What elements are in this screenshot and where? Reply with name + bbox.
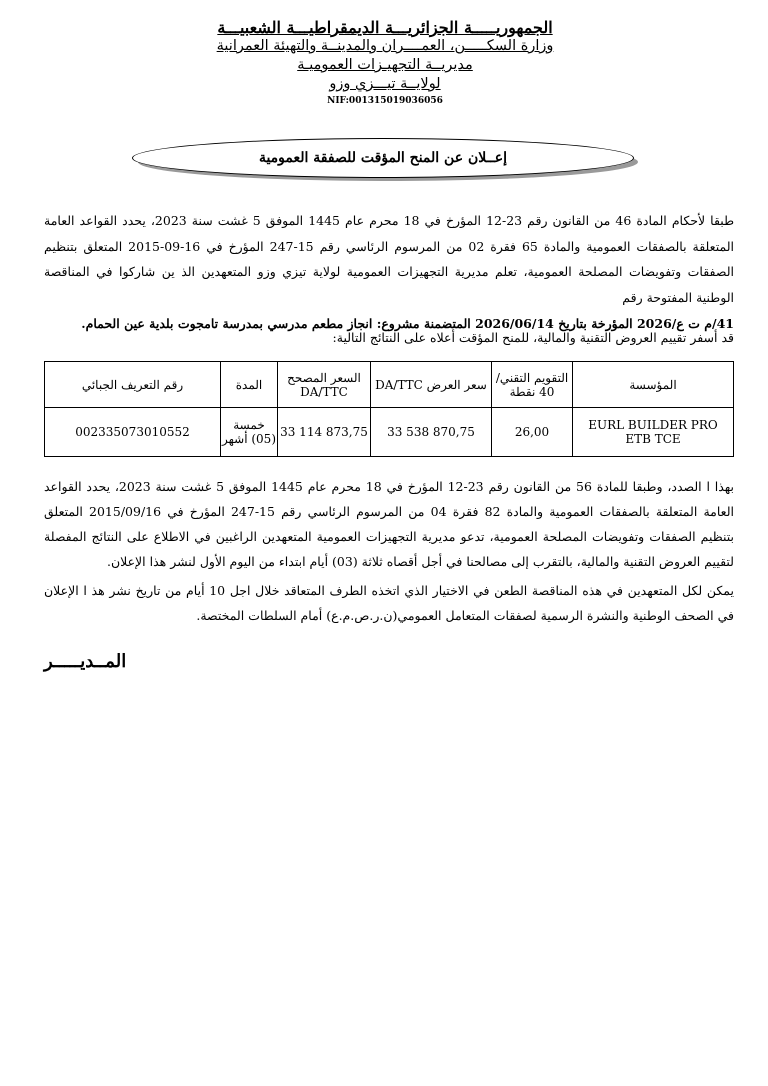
table-row — [45, 408, 734, 457]
appeal-paragraph: يمكن لكل المتعهدين في هذه المناقصة الطعن في الاختيار الذي اتخذه الطرف المتعاقد خلال اجل 10 أيام من تاريخ نشر هذ ا الإعلان في الصحف الوطنية والنشرة الرسمية لصفقات المتعامل العمومي(ن.ر.ص.م.ع) أمام السلطات المختصة. — [44, 583, 734, 623]
col-offer: سعر العرض DA/TTC — [371, 362, 492, 408]
announcement-banner — [132, 138, 634, 178]
tender-reference: 41/م ت ع/2026 المؤرخة بتاريخ 2026/06/14 المتضمنة مشروع: انجاز مطعم مدرسي بمدرسة تامجوت بلدية عين الحمام. — [81, 316, 734, 331]
ministry-name: وزارة السكـــــن، العمــــران والمدينــة والتهيئة العمرانية — [216, 38, 554, 54]
legal-paragraph-2: بهذا ا الصدد، وطبقا للمادة 56 من القانون رقم 23-12 المؤرخ في 18 محرم عام 1445 الموفق 5 غشت سنة 2023، يحدد القواعد العامة المتعلقة بالصفقات العمومية والمادة 82 فقرة 04 من المرسوم الرئاسي رقم 15-247 المؤرخ في 2015/09/16 المتعلق بتنظيم الصفقات وتفويضات المصلحة العمومية، تدعو مديرية التجهيزات العمومية المتعهدين الراغبين في الاطلاع على النتائج المفصلة لتقييم العروض التقنية والمالية، بالتقرب إلى مصالحنا في أجل أقصاه ثلاثة (03) أيام ابتداء من اليوم الأول لنشر هذا الإعلان. — [44, 479, 735, 569]
wilaya-name: لولايــة تيـــزي وزو — [329, 76, 441, 92]
legal-paragraph-1: طبقا لأحكام المادة 46 من القانون رقم 23-12 المؤرخ في 18 محرم عام 1445 الموفق 5 غشت سنة 2023، يحدد القواعد العامة المتعلقة بالصفقات العمومية والمادة 65 فقرة 02 من المرسوم الرئاسي رقم 15-247 المؤرخ في 16-09-2015 المتعلق بتنظيم الصفقات وتفويضات المصلحة العمومية، تعلم مديرية التجهيزات العمومية لولاية تيزي وزو المتعهدين الذ ين شاركوا في المناقصة الوطنية المفتوحة رقم — [44, 213, 735, 305]
col-corrected: السعر المصحح DA/TTC — [278, 362, 371, 408]
cell-company: EURL BUILDER PRO ETB TCE — [573, 408, 734, 457]
directorate-name: مديريــة التجهيـزات العموميـة — [297, 57, 473, 73]
cell-duration: خمسة (05) أشهر — [221, 408, 278, 457]
letterhead — [190, 18, 580, 108]
col-duration: المدة — [221, 362, 278, 408]
results-intro: قد أسفر تقييم العروض التقنية والمالية، للمنح المؤقت أعلاه على النتائج التالية: — [332, 330, 734, 345]
republic-title: الجمهوريـــــة الجزائريـــة الديمقراطيـــة الشعبيـــة — [217, 18, 553, 37]
results-table — [44, 361, 734, 457]
cell-tax-id: 002335073010552 — [45, 408, 221, 457]
table-header-row — [45, 362, 734, 408]
tax-number: NIF:001315019036056 — [327, 96, 443, 106]
signature: المــديـــــر — [44, 651, 127, 672]
col-tax-id: رقم التعريف الجبائي — [45, 362, 221, 408]
col-score: التقويم التقني/ 40 نقطة — [492, 362, 573, 408]
cell-score: 26,00 — [492, 408, 573, 457]
col-company: المؤسسة — [573, 362, 734, 408]
cell-offer: 33 538 870,75 — [371, 408, 492, 457]
announcement-title: إعــلان عن المنح المؤقت للصفقة العمومية — [258, 150, 508, 166]
cell-corrected: 33 114 873,75 — [278, 408, 371, 457]
